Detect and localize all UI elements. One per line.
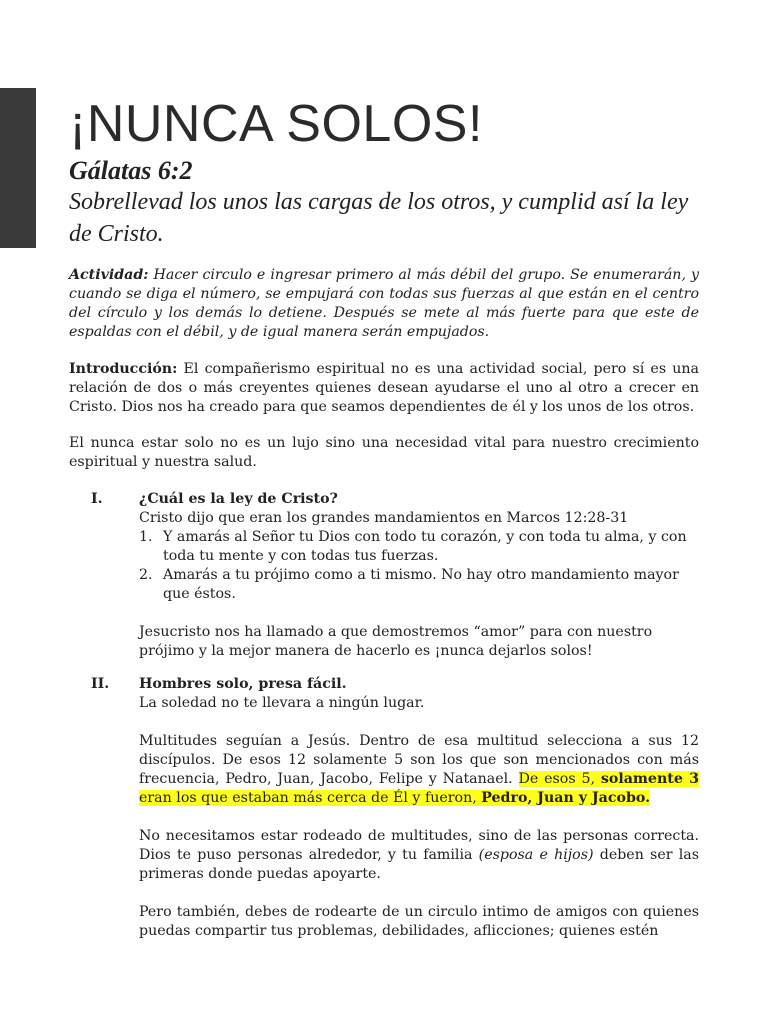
section-2-body xyxy=(139,675,699,941)
highlight-text: De esos 5, xyxy=(518,771,601,787)
section-2-heading: Hombres solo, presa fácil. xyxy=(139,676,347,692)
commandments-list xyxy=(139,528,699,604)
list-item-text: Amarás a tu prójimo como a ti mismo. No hay otro mandamiento mayor que éstos. xyxy=(163,567,679,602)
bible-verse: Sobrellevad los unos las cargas de los otros, y cumplid así la ley de Cristo. xyxy=(69,189,689,247)
page-title: ¡NUNCA SOLOS! xyxy=(69,95,483,153)
intro-text: El compañerismo espiritual no es una actividad social, pero sí es una relación de dos o más creyentes quienes desean ayudarse el uno al otro a crecer en Cristo. Dios nos ha creado para que seamos dependientes de él y los unos de los otros. xyxy=(69,361,699,415)
activity-text: Hacer circulo e ingresar primero al más débil del grupo. Se enumerarán, y cuando se diga el número, se empujará con todas sus fuerzas al que están en el centro del círculo y los demás lo detiene. Después se mete al más fuerte para que este de espaldas con el débil, y de igual manera serán empujados. xyxy=(69,267,699,340)
list-item-text: Y amarás al Señor tu Dios con todo tu corazón, y con toda tu alma, y con toda tu mente y con todas tus fuerzas. xyxy=(163,529,687,564)
bible-reference: Gálatas 6:2 xyxy=(69,156,193,185)
highlight-bold-text: Pedro, Juan y Jacobo. xyxy=(481,790,651,806)
section-2-line: La soledad no te llevara a ningún lugar. xyxy=(139,695,425,711)
friends-paragraph: Pero también, debes de rodearte de un circulo intimo de amigos con quienes puedas compartir tus problemas, debilidades, aflicciones; quienes estén xyxy=(139,904,699,939)
list-item xyxy=(139,566,699,604)
disciples-paragraph xyxy=(139,732,699,808)
intro-label: Introducción: xyxy=(69,361,178,377)
section-1-heading: ¿Cuál es la ley de Cristo? xyxy=(139,491,338,507)
activity-label: Actividad: xyxy=(69,267,149,283)
section-1-body xyxy=(139,490,699,661)
multitudes-text-end: deben ser las primeras donde puedas apoyarte. xyxy=(139,847,699,882)
disciples-text: Multitudes seguían a Jesús. Dentro de esa multitud selecciona a sus 12 discípulos. De esos 12 solamente 5 son los que son mencionados con más frecuencia, Pedro, Juan, Jacobo, Felipe y Natanael. xyxy=(139,733,699,787)
intro-paragraph xyxy=(69,360,699,417)
section-1-line: Cristo dijo que eran los grandes mandamientos en Marcos 12:28-31 xyxy=(139,510,629,526)
section-1-closing: Jesucristo nos ha llamado a que demostremos “amor” para con nuestro prójimo y la mejor manera de hacerlo es ¡nunca dejarlos solos! xyxy=(139,624,653,659)
side-accent-bar xyxy=(0,88,36,248)
highlight-text: eran los que estaban más cerca de Él y fueron, xyxy=(139,790,482,806)
section-1-number: I. xyxy=(91,491,103,507)
section-2-number: II. xyxy=(91,676,110,692)
multitudes-paragraph xyxy=(139,827,699,884)
list-item-number: 2. xyxy=(139,567,153,583)
list-item-number: 1. xyxy=(139,529,153,545)
highlight-bold-text: solamente 3 xyxy=(600,771,699,787)
alone-paragraph: El nunca estar solo no es un lujo sino una necesidad vital para nuestro crecimiento espiritual y nuestra salud. xyxy=(69,435,699,470)
family-note: (esposa e hijos) xyxy=(478,847,594,863)
list-item xyxy=(139,528,699,566)
activity-paragraph xyxy=(69,266,699,342)
multitudes-text: No necesitamos estar rodeado de multitudes, sino de las personas correcta. Dios te puso personas alrededor, y tu familia xyxy=(139,828,699,863)
